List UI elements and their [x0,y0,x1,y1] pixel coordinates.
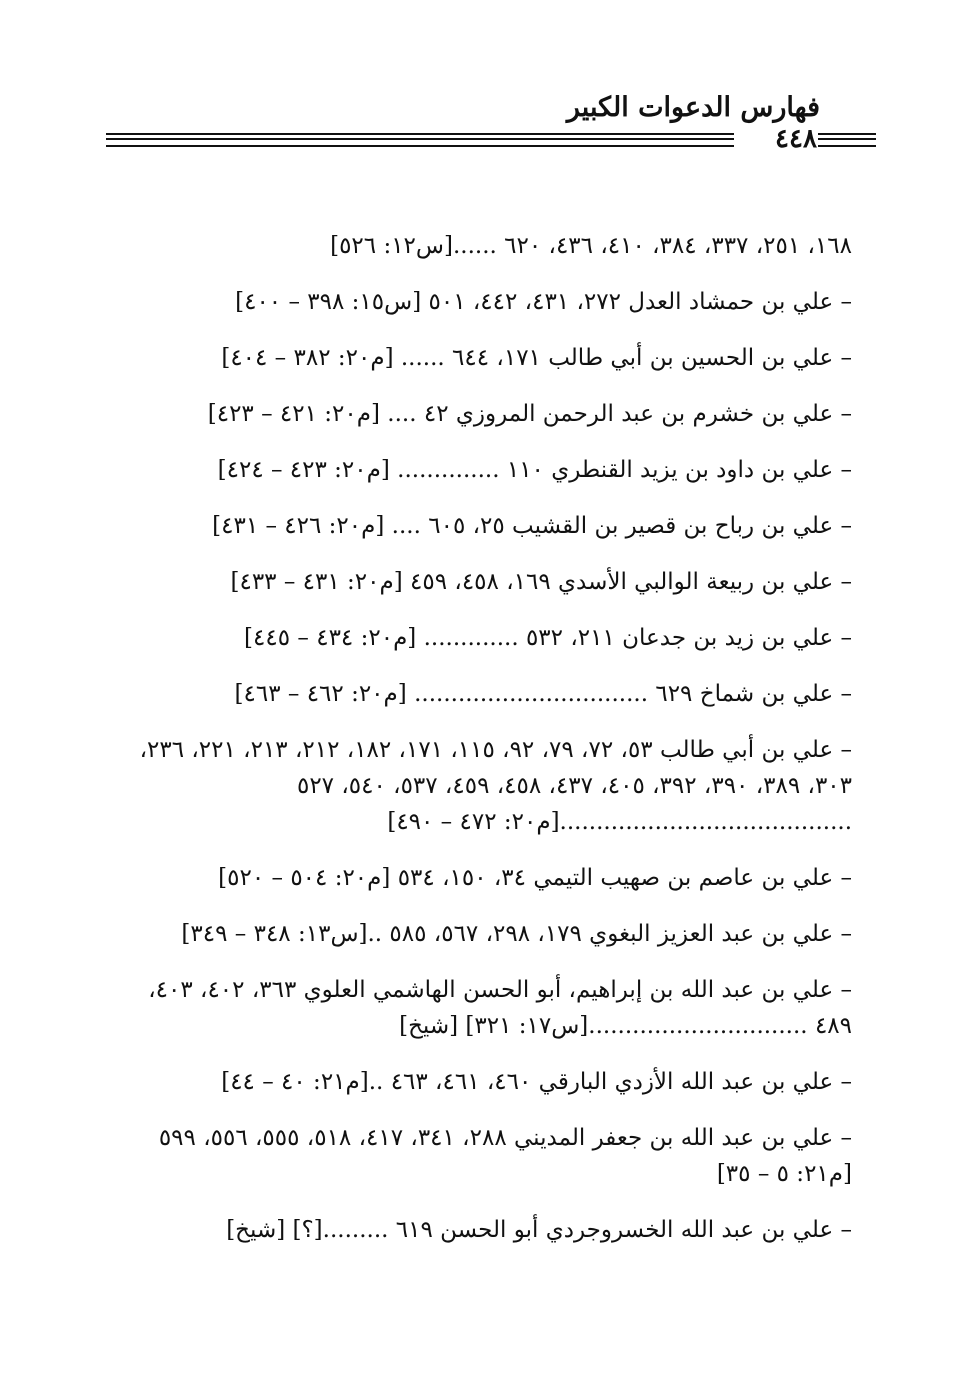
index-entry: – علي بن داود بن يزيد القنطري ١١٠ .............. [م٢٠: ٤٢٣ – ٤٢٤] [217,457,852,483]
index-entry: – علي بن عبد الله الأزدي البارقي ٤٦٠، ٤٦١، ٤٦٣ ..[م٢١: ٤٠ – ٤٤] [221,1069,852,1095]
index-entry: – علي بن عبد الله بن جعفر المديني ٢٨٨، ٣٤١، ٤١٧، ٥١٨، ٥٥٥، ٥٥٦، ٥٩٩ [م٢١: ٥ – ٣٥] [158,1125,852,1187]
header-rule-short [818,133,876,140]
index-entry: – علي بن عبد العزيز البغوي ١٧٩، ٢٩٨، ٥٦٧، ٥٨٥ ..[س١٣: ٣٤٨ – ٣٤٩] [181,921,852,947]
index-entry: – علي بن حمشاد العدل ٢٧٢، ٤٣١، ٤٤٢، ٥٠١ [س١٥: ٣٩٨ – ٤٠٠] [235,289,852,315]
index-entries [104,228,856,1268]
index-entry: – علي بن عبد الله الخسروجردي أبو الحسن ٦١٩ .........[؟] [شيخ] [226,1217,852,1243]
index-entry: – علي بن ربيعة الوالبي الأسدي ١٦٩، ٤٥٨، ٤٥٩ [م٢٠: ٤٣١ – ٤٣٣] [230,569,852,595]
index-entry: – علي بن رباح بن قصير بن القشيب ٢٥، ٦٠٥ .... [م٢٠: ٤٢٦ – ٤٣١] [212,513,852,539]
header-rule-long-lower [106,145,734,147]
index-entry: ١٦٨، ٢٥١، ٣٣٧، ٣٨٤، ٤١٠، ٤٣٦، ٦٢٠ ......[س١٢: ٥٢٦] [330,233,852,259]
header-rule-long [106,133,734,140]
header-rule-short-lower [818,145,876,147]
index-entry: – علي بن أبي طالب ٥٣، ٧٢، ٧٩، ٩٢، ١١٥، ١٧١، ١٨٢، ٢١٢، ٢١٣، ٢٢١، ٢٣٦، ٣٠٣، ٣٨٩، ٣٩٠، ٣٩٢، ٤٠٥، ٤٣٧، ٤٥٨، ٤٥٩، ٥٣٧، ٥٤٠، ٥٢٧ ........................................[م٢٠: ٤٧٢ – ٤٩٠] [139,737,852,835]
index-entry: – علي بن عبد الله بن إبراهيم، أبو الحسن الهاشمي العلوي ٣٦٣، ٤٠٢، ٤٠٣، ٤٨٩ ..............................[س١٧: ٣٢١] [شيخ] [148,977,852,1039]
index-entry: – علي بن الحسين بن أبي طالب ١٧١، ٦٤٤ ...... [م٢٠: ٣٨٢ – ٤٠٤] [221,345,852,371]
index-entry: – علي بن خشرم بن عبد الرحمن المروزي ٤٢ .... [م٢٠: ٤٢١ – ٤٢٣] [207,401,852,427]
page-title: فهارس الدعوات الكبير [566,92,820,123]
index-entry: – علي بن زيد بن جدعان ٢١١، ٥٣٢ ............. [م٢٠: ٤٣٤ – ٤٤٥] [244,625,852,651]
index-entry: – علي بن عاصم بن صهيب التيمي ٣٤، ١٥٠، ٥٣٤ [م٢٠: ٥٠٤ – ٥٢٠] [218,865,852,891]
page-number: ٤٤٨ [775,124,817,154]
index-entry: – علي بن شماخ ٦٢٩ ................................ [م٢٠: ٤٦٢ – ٤٦٣] [234,681,852,707]
